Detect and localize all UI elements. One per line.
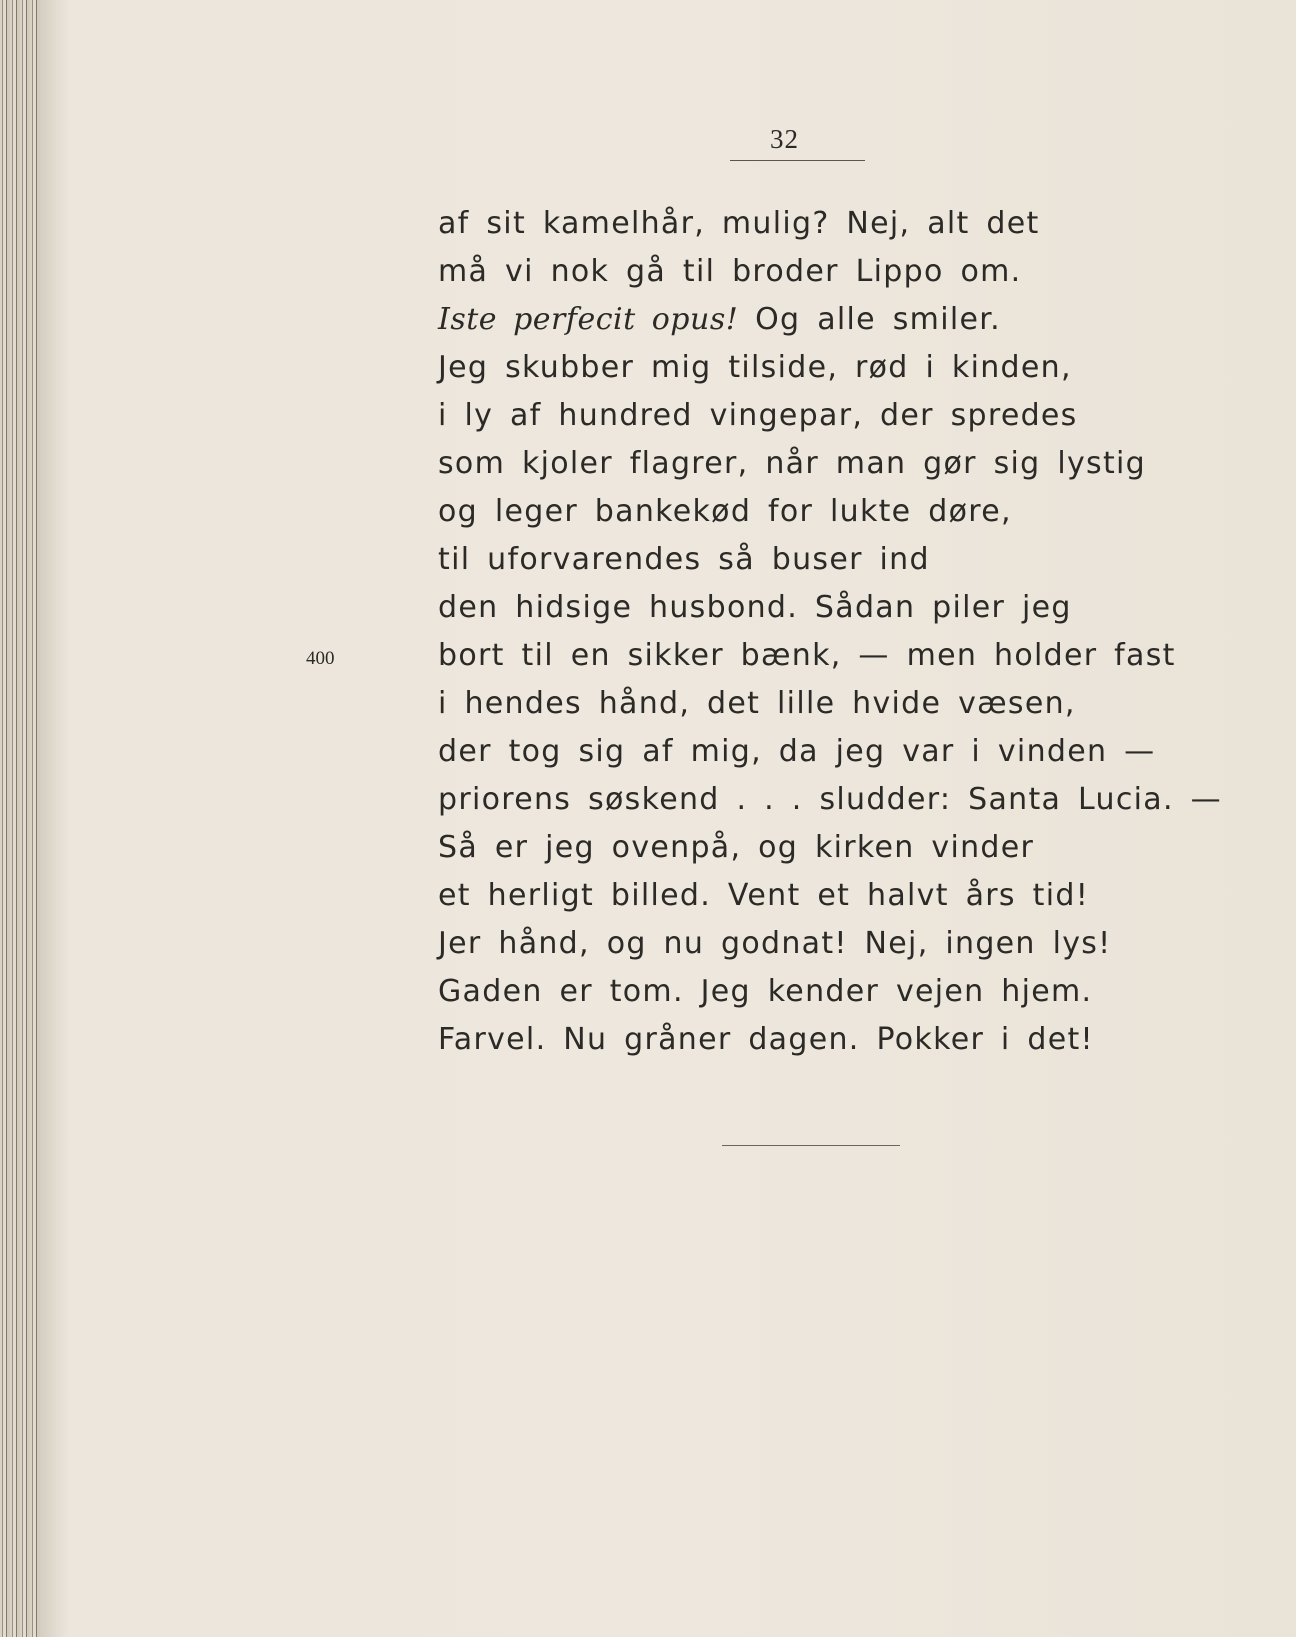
verse-line: Farvel. Nu gråner dagen. Pokker i det!	[438, 1022, 1094, 1057]
verse-line: som kjoler flagrer, når man gør sig lystig	[438, 446, 1147, 481]
page-number: 32	[770, 124, 799, 154]
verse-line: og leger bankekød for lukte døre,	[438, 494, 1012, 529]
verse-line: må vi nok gå til broder Lippo om.	[438, 254, 1022, 289]
poem-verse	[438, 200, 1222, 1064]
latin-phrase: Iste perfecit opus!	[438, 302, 739, 337]
verse-line: bort til en sikker bænk, — men holder fast	[438, 638, 1176, 673]
verse-line: Jeg skubber mig tilside, rød i kinden,	[438, 350, 1072, 385]
footer-rule	[722, 1145, 900, 1146]
verse-line: der tog sig af mig, da jeg var i vinden —	[438, 734, 1156, 769]
verse-line: af sit kamelhår, mulig? Nej, alt det	[438, 206, 1040, 241]
verse-line: et herligt billed. Vent et halvt års tid!	[438, 878, 1090, 913]
verse-line: i hendes hånd, det lille hvide væsen,	[438, 686, 1076, 721]
verse-line: Gaden er tom. Jeg kender vejen hjem.	[438, 974, 1093, 1009]
verse-line: den hidsige husbond. Sådan piler jeg	[438, 590, 1072, 625]
verse-line: Jer hånd, og nu godnat! Nej, ingen lys!	[438, 926, 1112, 961]
book-spine-edge	[0, 0, 40, 1637]
verse-line: i ly af hundred vingepar, der spredes	[438, 398, 1078, 433]
verse-line: til uforvarendes så buser ind	[438, 542, 930, 577]
verse-line-number: 400	[306, 648, 335, 669]
verse-line: Så er jeg ovenpå, og kirken vinder	[438, 830, 1035, 865]
gutter-shadow	[40, 0, 70, 1637]
verse-line: Iste perfecit opus! Og alle smiler.	[438, 302, 1001, 337]
header-rule	[730, 160, 865, 161]
verse-line: priorens søskend . . . sludder: Santa Lucia. —	[438, 782, 1222, 817]
